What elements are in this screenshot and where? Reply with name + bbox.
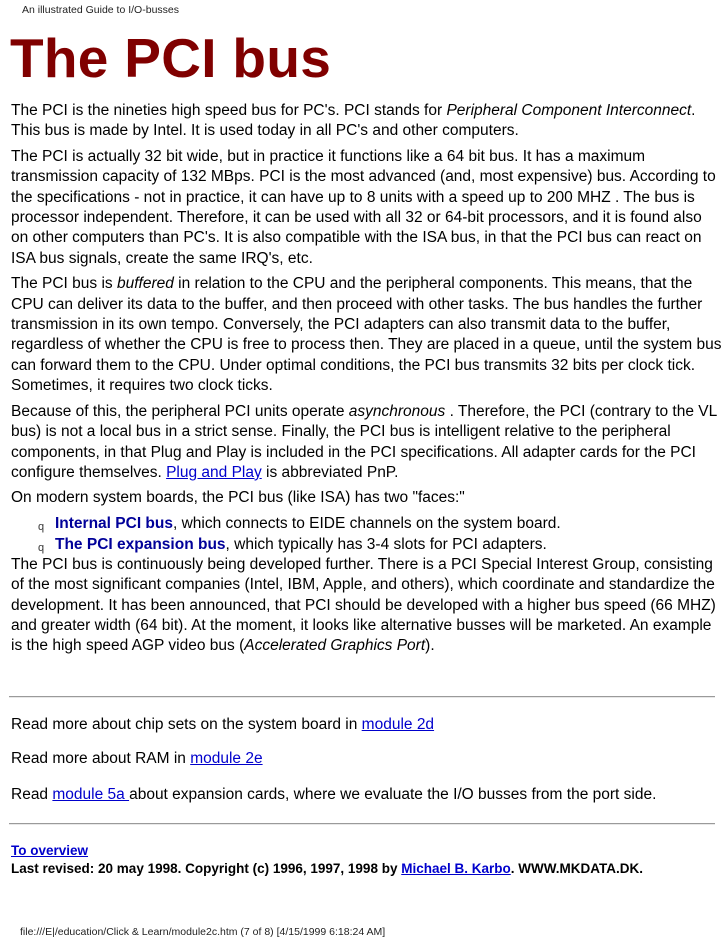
- bullet-icon: q: [38, 520, 45, 533]
- print-footer: file:///E|/education/Click & Learn/module2c.htm (7 of 8) [4/15/1999 6:18:24 AM]: [20, 926, 386, 938]
- module-5a-link[interactable]: module 5a: [52, 786, 130, 803]
- bullet-icon: q: [38, 541, 45, 554]
- overview-link[interactable]: To overview: [11, 843, 89, 858]
- intro-paragraph: The PCI is the nineties high speed bus for PC's. PCI stands for Peripheral Component Interconnect. This bus is made by Intel. It is used today in all PC's and other computers.: [11, 102, 696, 140]
- width-paragraph: The PCI is actually 32 bit wide, but in practice it functions like a 64 bit bus. It has a maximum transmission capacity of 132 MBps. PCI is the most advanced (and, most expensive) bus. According to the specifications - not in practice, it can have up to 8 units with a speed up to 200 MHZ . The bus is processor independent. Therefore, it can be used with all 32 or 64-bit processors, and it is found also on other computers than PC's. It is also compatible with the ISA bus, in that the PCI bus can react on ISA bus signals, create the same IRQ's, etc.: [11, 147, 716, 267]
- read-more-expansion: Read module 5a about expansion cards, where we evaluate the I/O busses from the port side.: [11, 786, 657, 803]
- async-paragraph: Because of this, the peripheral PCI units operate asynchronous . Therefore, the PCI (contrary to the VL bus) is not a local bus in a strict sense. Finally, the PCI bus is intelligent relative to the peripheral components, in that Plug and Play is included in the PCI specifications. All adapter cards for the PCI configure themselves. Plug and Play is abbreviated PnP.: [11, 402, 717, 481]
- plug-and-play-link[interactable]: Plug and Play: [166, 463, 262, 481]
- page-title: The PCI bus: [10, 27, 332, 89]
- page-footer-info: To overview Last revised: 20 may 1998. Copyright (c) 1996, 1997, 1998 by Michael B. Karbo. WWW.MKDATA.DK.: [11, 843, 643, 876]
- faces-list: [11, 513, 723, 555]
- buffered-paragraph: The PCI bus is buffered in relation to the CPU and the peripheral components. This means, that the CPU can deliver its data to the buffer, and then proceed with other tasks. The bus handles the further transmission in its own tempo. Conversely, the PCI adapters can also transmit data to the buffer, regardless of whether the CPU is free to process then. They are placed in a queue, until the system bus can forward them to the CPU. Under optimal conditions, the PCI bus transmits 32 bits per clock tick. Sometimes, it requires two clock ticks.: [11, 275, 722, 395]
- read-more-ram: Read more about RAM in module 2e: [11, 750, 263, 767]
- module-2e-link[interactable]: module 2e: [190, 750, 263, 767]
- list-item: q Internal PCI bus, which connects to EIDE channels on the system board.: [11, 513, 723, 534]
- faces-intro: On modern system boards, the PCI bus (like ISA) has two "faces:": [11, 489, 465, 507]
- author-link[interactable]: Michael B. Karbo: [401, 861, 511, 876]
- print-header: An illustrated Guide to I/O-busses: [22, 4, 179, 16]
- module-2d-link[interactable]: module 2d: [361, 716, 435, 733]
- divider: [9, 823, 715, 825]
- divider: [9, 696, 715, 698]
- read-more-chipsets: Read more about chip sets on the system board in module 2d: [11, 716, 435, 733]
- development-paragraph: The PCI bus is continuously being developed further. There is a PCI Special Interest Group, consisting of the most significant companies (Intel, IBM, Apple, and others), which coordinate and standardize the development. It has been announced, that PCI should be developed with a higher bus speed (66 MHZ) and greater width (64 bit). At the moment, it looks like alternative busses will be marketed. An example is the high speed AGP video bus (Accelerated Graphics Port).: [11, 555, 716, 655]
- list-item: q The PCI expansion bus, which typically has 3-4 slots for PCI adapters.: [11, 534, 723, 555]
- article-body: [11, 101, 723, 662]
